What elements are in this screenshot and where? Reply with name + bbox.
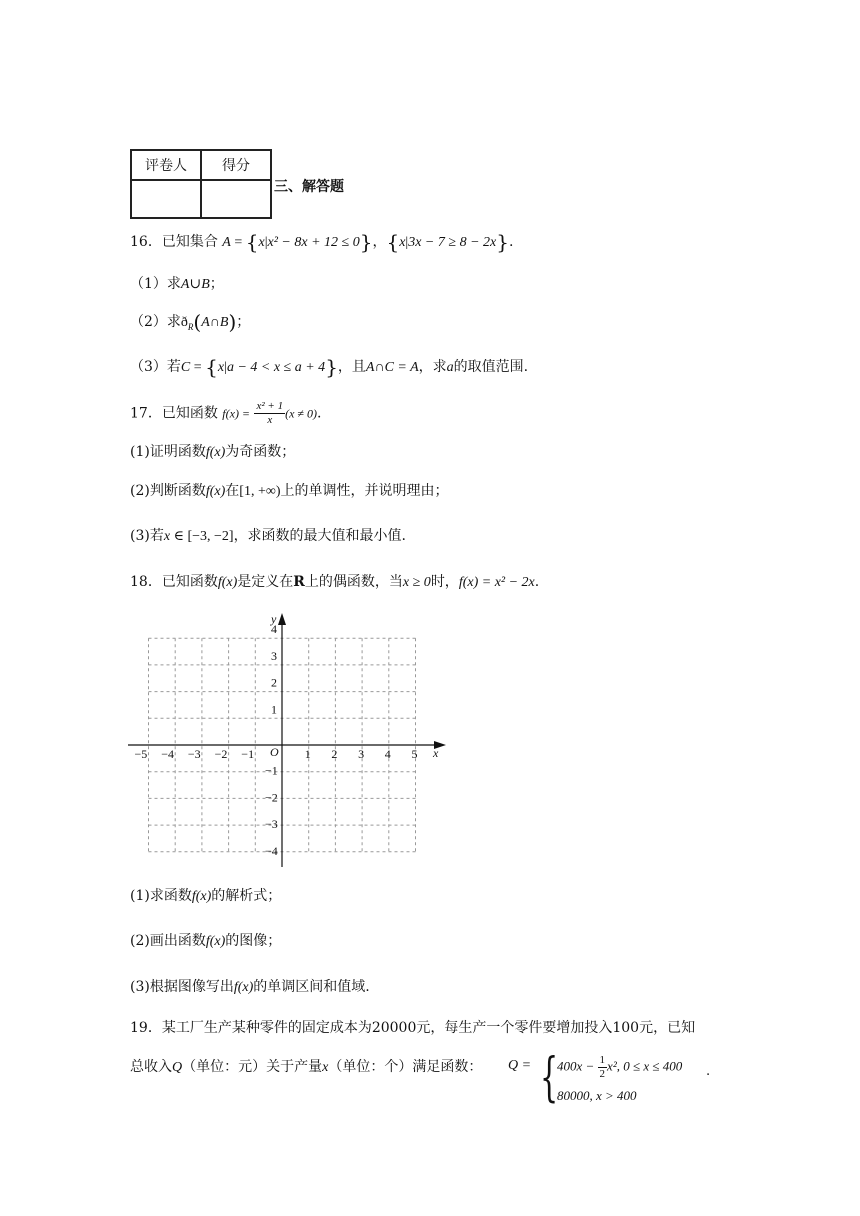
score-table: [130, 149, 272, 219]
q18-part1: (1)求函数f(x)的解析式；: [130, 888, 282, 904]
section-title: 三、解答题: [274, 179, 344, 195]
x-tick-label: 5: [411, 747, 418, 761]
x-tick-label: −5: [134, 747, 148, 761]
y-axis-label: y: [271, 612, 277, 626]
piece-1: 400x − $\frac{1}{2}$ x², 0 ≤ x ≤ 400: [557, 1054, 683, 1080]
q16-stem: 16．已知集合 A = {x|x² − 8x + 12 ≤ 0}，{x|3x − 7 ≥ 8 − 2x}.: [130, 230, 514, 254]
q16-part3: （3）若C = {x|a − 4 < x ≤ a + 4}，且A∩C = A，求a的取值范围.: [130, 355, 529, 379]
q16-part2: （2）求$ð_R(A\cap B)$；: [130, 310, 251, 334]
q16-part1: （1）求A∪B；: [130, 276, 224, 292]
y-tick-label: 3: [271, 648, 277, 663]
coordinate-grid: [120, 605, 460, 870]
q17-stem: 17．已知函数 f(x) = $\frac{\text{x² + 1}}{x}$ (x ≠ 0).: [130, 400, 322, 426]
piece-2: 80000, x > 400: [557, 1088, 637, 1103]
x-tick-label: −2: [214, 747, 228, 761]
q19-line1: 19．某工厂生产某种零件的固定成本为20000元，每生产一个零件要增加投入100元，已知: [130, 1020, 696, 1036]
q18-part3: (3)根据图像写出f(x)的单调区间和值域.: [130, 979, 370, 995]
score-cell: [201, 180, 271, 218]
x-tick-label: 3: [358, 747, 365, 761]
y-tick-label: −4: [265, 843, 278, 858]
x-tick-label: 4: [384, 747, 391, 761]
y-tick-label: 4: [271, 622, 277, 637]
q19-q-equals: Q =: [508, 1058, 532, 1073]
x-tick-label: 2: [331, 747, 338, 761]
x-tick-label: 1: [304, 747, 311, 761]
y-tick-label: −2: [265, 790, 278, 805]
y-axis-arrow: [278, 613, 286, 625]
y-tick-label: 1: [271, 702, 277, 717]
score-header: 得分: [201, 150, 271, 180]
q17-part3: (3)若x ∈ [−3, −2]，求函数的最大值和最小值.: [130, 528, 407, 544]
q18-stem: 18．已知函数f(x)是定义在R上的偶函数，当x ≥ 0时，f(x) = x² − 2x.: [130, 574, 540, 590]
q17-part1: (1)证明函数f(x)为奇函数；: [130, 444, 296, 460]
x-tick-label: −1: [241, 747, 255, 761]
q19-line2: 总收入Q（单位：元）关于产量x（单位：个）满足函数：: [130, 1059, 483, 1075]
y-tick-label: −1: [265, 763, 278, 778]
q19-end: .: [706, 1064, 711, 1079]
origin-label: O: [270, 745, 279, 759]
x-tick-label: −4: [161, 747, 174, 761]
q18-part2: (2)画出函数f(x)的图像；: [130, 933, 282, 949]
tick-labels: [135, 622, 418, 858]
grader-cell: [131, 180, 201, 218]
x-tick-label: −3: [187, 747, 201, 761]
grader-header: 评卷人: [131, 150, 201, 180]
x-axis-label: x: [433, 746, 439, 760]
y-tick-label: 2: [271, 675, 277, 690]
y-tick-label: −3: [265, 817, 278, 832]
piecewise-brace: {: [540, 1048, 559, 1108]
q17-part2: (2)判断函数f(x)在[1, +∞)上的单调性，并说明理由；: [130, 483, 449, 499]
